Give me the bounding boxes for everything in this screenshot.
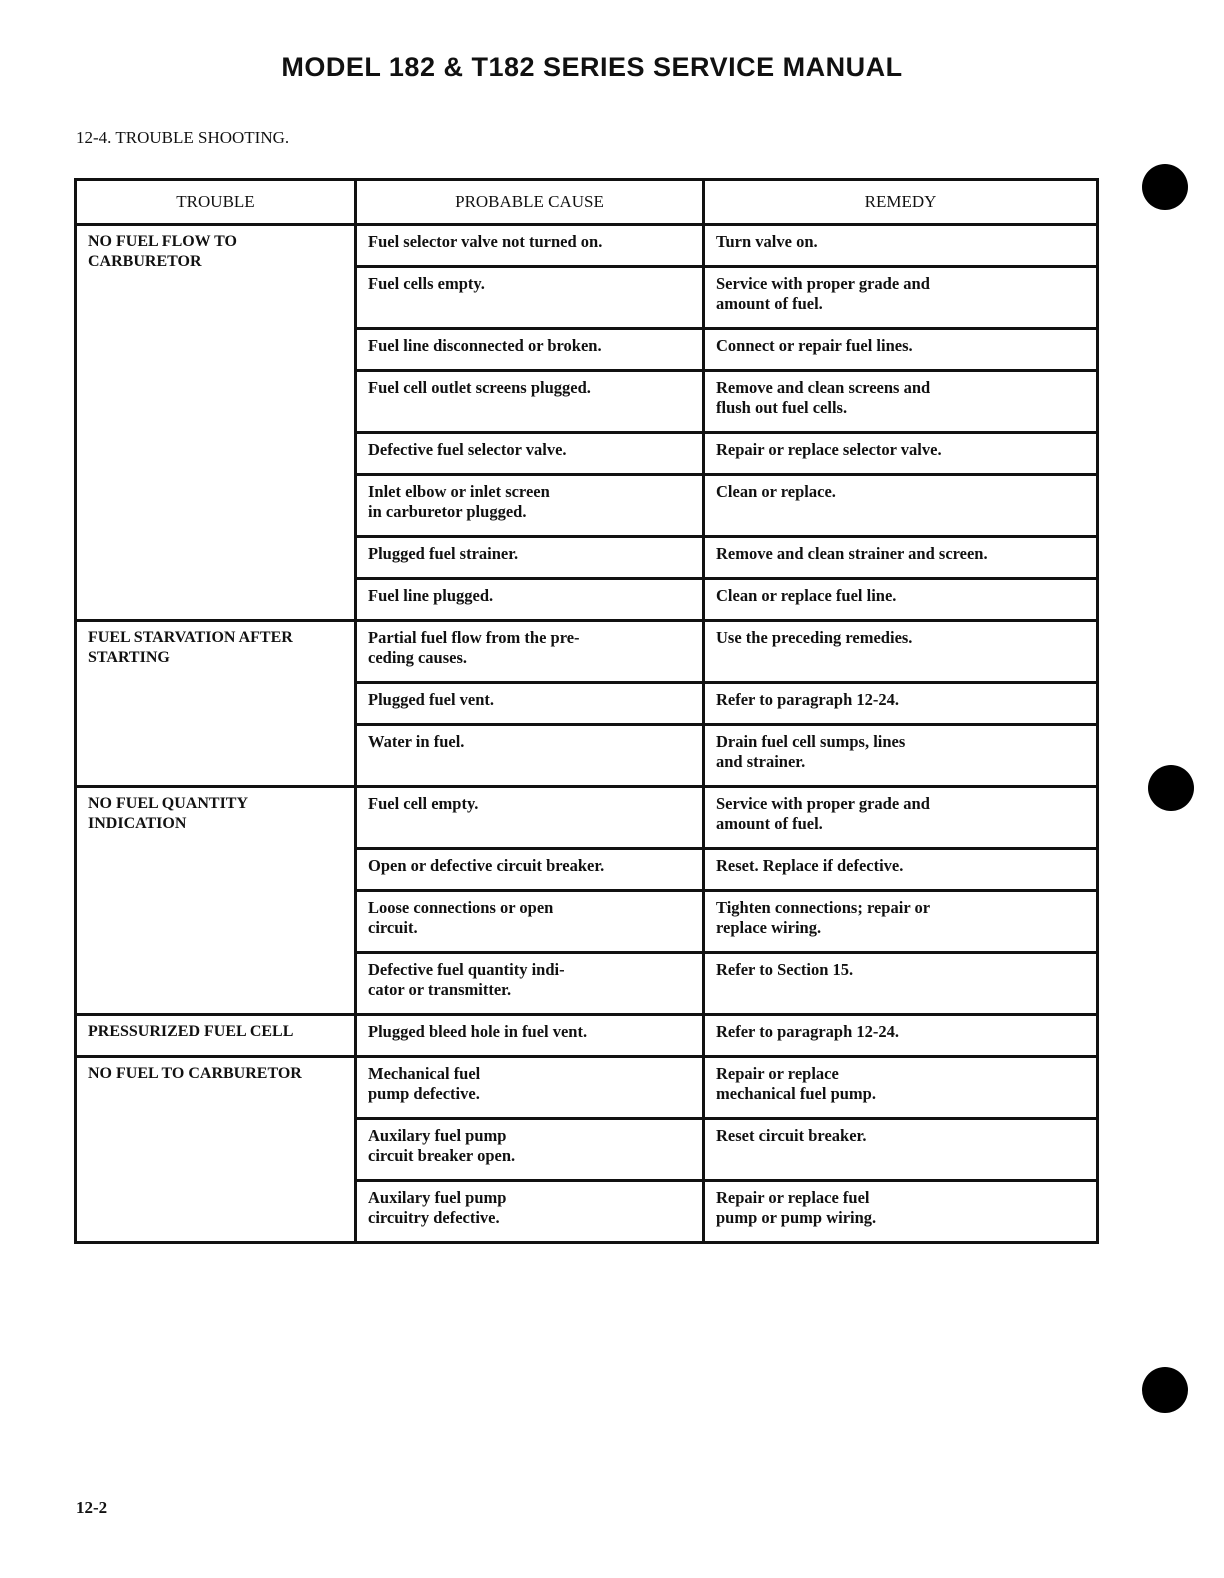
table-row <box>76 225 1098 267</box>
remedy-cell: Tighten connections; repair or replace wiring. <box>704 891 1098 953</box>
cause-cell: Fuel line plugged. <box>356 579 704 621</box>
remedy-cell: Reset circuit breaker. <box>704 1119 1098 1181</box>
remedy-cell: Drain fuel cell sumps, lines and strainer. <box>704 725 1098 787</box>
column-header-probable-cause: PROBABLE CAUSE <box>356 180 704 225</box>
remedy-cell: Service with proper grade and amount of fuel. <box>704 267 1098 329</box>
table-row <box>76 621 1098 683</box>
cause-cell: Open or defective circuit breaker. <box>356 849 704 891</box>
trouble-cell: FUEL STARVATION AFTER STARTING <box>76 621 356 787</box>
remedy-cell: Service with proper grade and amount of fuel. <box>704 787 1098 849</box>
binder-hole-middle <box>1148 765 1194 811</box>
trouble-cell: NO FUEL QUANTITY INDICATION <box>76 787 356 1015</box>
table-row <box>76 1057 1098 1119</box>
cause-cell: Mechanical fuel pump defective. <box>356 1057 704 1119</box>
table-row <box>76 787 1098 849</box>
binder-hole-bottom <box>1142 1367 1188 1413</box>
cause-cell: Partial fuel flow from the pre- ceding causes. <box>356 621 704 683</box>
column-header-remedy: REMEDY <box>704 180 1098 225</box>
cause-cell: Plugged bleed hole in fuel vent. <box>356 1015 704 1057</box>
table-row <box>76 1015 1098 1057</box>
remedy-cell: Repair or replace fuel pump or pump wiring. <box>704 1181 1098 1243</box>
column-header-trouble: TROUBLE <box>76 180 356 225</box>
remedy-cell: Clean or replace fuel line. <box>704 579 1098 621</box>
cause-cell: Auxilary fuel pump circuitry defective. <box>356 1181 704 1243</box>
cause-cell: Defective fuel selector valve. <box>356 433 704 475</box>
remedy-cell: Connect or repair fuel lines. <box>704 329 1098 371</box>
cause-cell: Fuel cell empty. <box>356 787 704 849</box>
remedy-cell: Turn valve on. <box>704 225 1098 267</box>
remedy-cell: Reset. Replace if defective. <box>704 849 1098 891</box>
cause-cell: Defective fuel quantity indi- cator or transmitter. <box>356 953 704 1015</box>
cause-cell: Fuel cells empty. <box>356 267 704 329</box>
cause-cell: Loose connections or open circuit. <box>356 891 704 953</box>
section-heading: 12-4. TROUBLE SHOOTING. <box>76 128 290 147</box>
troubleshooting-table <box>74 178 1099 1244</box>
remedy-cell: Remove and clean screens and flush out fuel cells. <box>704 371 1098 433</box>
binder-hole-top <box>1142 164 1188 210</box>
cause-cell: Fuel cell outlet screens plugged. <box>356 371 704 433</box>
remedy-cell: Remove and clean strainer and screen. <box>704 537 1098 579</box>
trouble-cell: NO FUEL TO CARBURETOR <box>76 1057 356 1243</box>
cause-cell: Water in fuel. <box>356 725 704 787</box>
remedy-cell: Repair or replace selector valve. <box>704 433 1098 475</box>
page-title: MODEL 182 & T182 SERIES SERVICE MANUAL <box>281 52 903 82</box>
cause-cell: Auxilary fuel pump circuit breaker open. <box>356 1119 704 1181</box>
table-body <box>76 225 1098 1243</box>
cause-cell: Fuel selector valve not turned on. <box>356 225 704 267</box>
remedy-cell: Use the preceding remedies. <box>704 621 1098 683</box>
remedy-cell: Refer to paragraph 12-24. <box>704 683 1098 725</box>
remedy-cell: Refer to paragraph 12-24. <box>704 1015 1098 1057</box>
cause-cell: Plugged fuel strainer. <box>356 537 704 579</box>
remedy-cell: Refer to Section 15. <box>704 953 1098 1015</box>
cause-cell: Plugged fuel vent. <box>356 683 704 725</box>
table-header-row <box>76 180 1098 225</box>
remedy-cell: Repair or replace mechanical fuel pump. <box>704 1057 1098 1119</box>
remedy-cell: Clean or replace. <box>704 475 1098 537</box>
cause-cell: Inlet elbow or inlet screen in carburetor plugged. <box>356 475 704 537</box>
trouble-cell: PRESSURIZED FUEL CELL <box>76 1015 356 1057</box>
trouble-cell: NO FUEL FLOW TO CARBURETOR <box>76 225 356 621</box>
page-number: 12-2 <box>76 1498 108 1517</box>
cause-cell: Fuel line disconnected or broken. <box>356 329 704 371</box>
